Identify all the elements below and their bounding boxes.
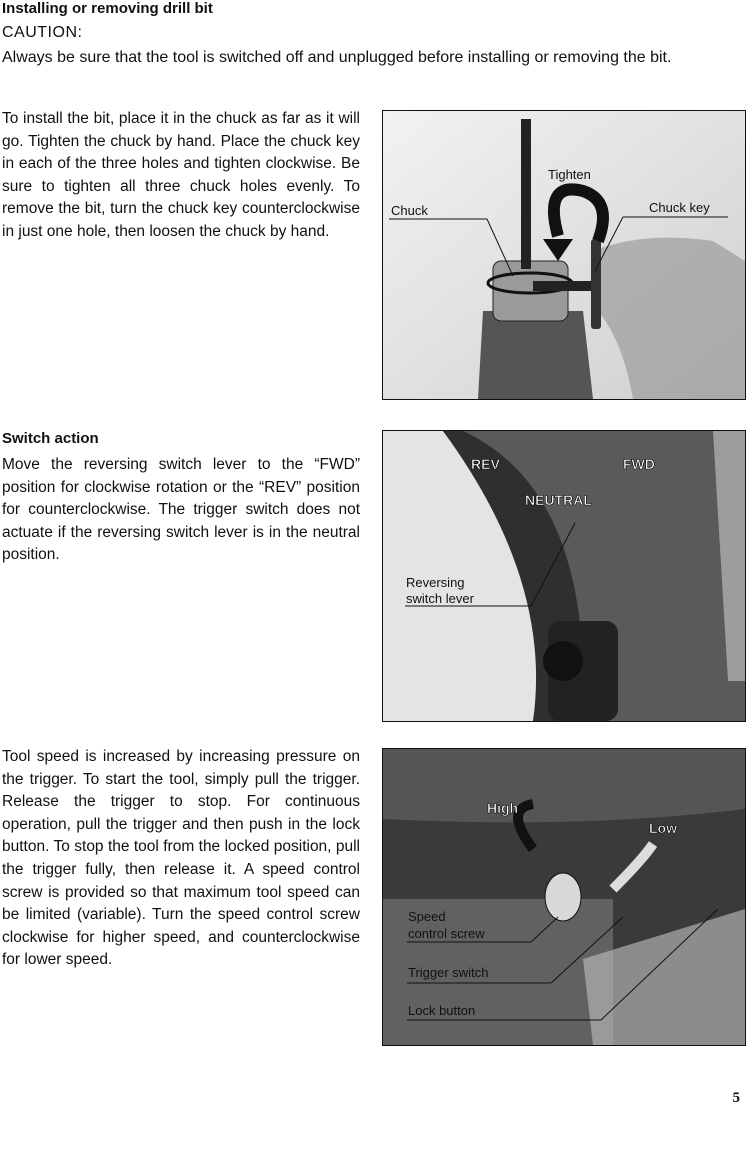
label-lock-button: Lock button	[408, 1003, 476, 1018]
label-chuck: Chuck	[391, 203, 428, 218]
label-tighten: Tighten	[548, 167, 591, 182]
label-trigger-switch: Trigger switch	[408, 965, 489, 980]
caution-label: CAUTION:	[2, 24, 83, 41]
speed-body-text: Tool speed is increased by increasing pressure on the trigger. To start the tool, simply pull the trigger. Release the trigger to stop. For continuous operation, pull the trigger and then push in the lock button. To stop the tool from the locked position, pull the trigger fully, then release it. A speed control screw is provided so that maximum tool speed can be limited (variable). Turn the speed control screw clockwise for higher speed, and counterclockwise for lower speed.	[2, 748, 360, 969]
label-high: High	[487, 800, 519, 816]
speed-figure	[382, 748, 746, 1046]
section-heading-installing: Installing or removing drill bit	[2, 0, 213, 17]
label-neutral: NEUTRAL	[525, 492, 592, 508]
label-reversing: Reversing	[406, 575, 465, 590]
chuck-figure	[382, 110, 746, 400]
install-body-text: To install the bit, place it in the chuck as far as it will go. Tighten the chuck by hand. Place the chuck key in each of the three holes and tighten clockwise. Be sure to tighten all three chuck holes evenly. To remove the bit, turn the chuck key counterclockwise in just one hole, then loosen the chuck by hand.	[2, 110, 360, 240]
section-heading-switch: Switch action	[2, 430, 99, 447]
label-speed: Speed	[408, 909, 446, 924]
page-number: 5	[732, 1090, 740, 1106]
switch-body-text: Move the reversing switch lever to the “FWD” position for clockwise rotation or the “REV” position for counterclockwise. The trigger switch does not actuate if the reversing switch lever is in the neutral position.	[2, 456, 360, 564]
label-low: Low	[649, 820, 677, 836]
caution-text: Always be sure that the tool is switched off and unplugged before installing or removing the bit.	[2, 49, 672, 66]
label-switch-lever: switch lever	[406, 591, 474, 606]
switch-figure	[382, 430, 746, 722]
label-chuck-key: Chuck key	[649, 200, 710, 215]
label-control-screw: control screw	[408, 926, 485, 941]
label-rev: REV	[471, 456, 500, 472]
label-fwd: FWD	[623, 456, 655, 472]
